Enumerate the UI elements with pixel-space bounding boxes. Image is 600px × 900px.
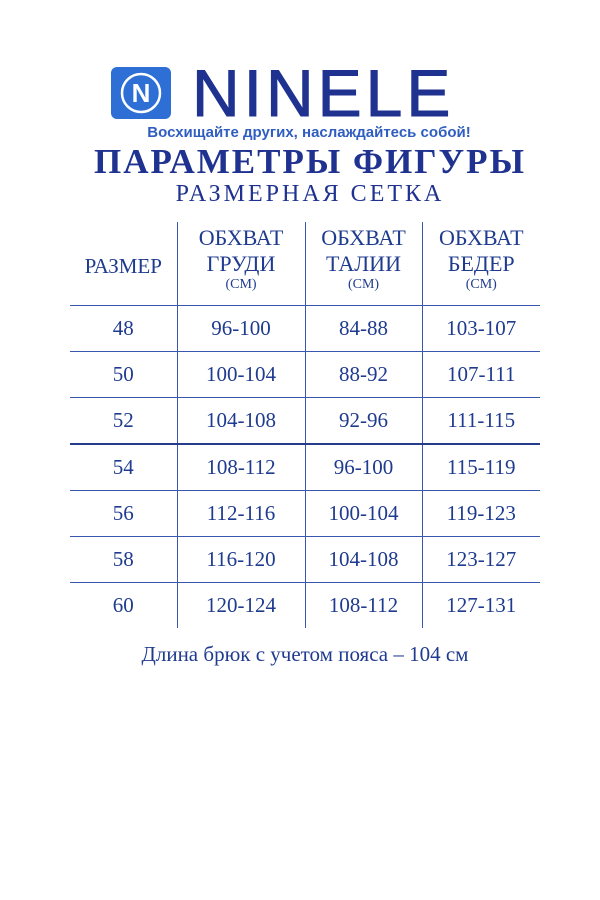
chest-cell: 96-100 bbox=[177, 306, 305, 352]
page-subtitle: РАЗМЕРНАЯ СЕТКА bbox=[175, 181, 445, 207]
size-cell: 56 bbox=[70, 491, 177, 537]
waist-cell: 92-96 bbox=[305, 398, 422, 445]
page-title: ПАРАМЕТРЫ ФИГУРЫ bbox=[94, 142, 526, 181]
size-cell: 48 bbox=[70, 306, 177, 352]
waist-column-header bbox=[305, 222, 422, 306]
hips-column-header bbox=[422, 222, 540, 306]
waist-cell: 104-108 bbox=[305, 537, 422, 583]
hips-cell: 123-127 bbox=[422, 537, 540, 583]
table-header-row bbox=[70, 222, 540, 306]
hips-cell: 119-123 bbox=[422, 491, 540, 537]
hips-cell: 103-107 bbox=[422, 306, 540, 352]
brand-logo bbox=[108, 56, 508, 144]
chest-header-line2: ГРУДИ bbox=[206, 251, 276, 276]
table-row bbox=[70, 444, 540, 491]
table-row bbox=[70, 306, 540, 352]
ninele-logo-icon bbox=[111, 67, 171, 119]
hips-cell: 115-119 bbox=[422, 444, 540, 491]
size-cell: 60 bbox=[70, 583, 177, 629]
size-cell: 54 bbox=[70, 444, 177, 491]
waist-header-line2: ТАЛИИ bbox=[326, 251, 401, 276]
logo-icon-letter: N bbox=[131, 78, 151, 108]
chest-cell: 112-116 bbox=[177, 491, 305, 537]
brand-slogan: Восхищайте других, наслаждайтесь собой! bbox=[147, 124, 471, 141]
table-row bbox=[70, 491, 540, 537]
waist-header-unit: (СМ) bbox=[347, 277, 380, 292]
chest-cell: 120-124 bbox=[177, 583, 305, 629]
waist-cell: 108-112 bbox=[305, 583, 422, 629]
chest-cell: 100-104 bbox=[177, 352, 305, 398]
size-cell: 52 bbox=[70, 398, 177, 445]
table-row bbox=[70, 398, 540, 445]
chest-header-unit: (СМ) bbox=[225, 277, 257, 292]
table-row bbox=[70, 583, 540, 629]
waist-cell: 96-100 bbox=[305, 444, 422, 491]
hips-header-line2: БЕДЕР bbox=[447, 251, 515, 276]
hips-header-unit: (СМ) bbox=[465, 277, 497, 292]
hips-cell: 111-115 bbox=[422, 398, 540, 445]
hips-header-line1: ОБХВАТ bbox=[438, 225, 524, 250]
trouser-length-note: Длина брюк с учетом пояса – 104 см bbox=[141, 642, 469, 666]
hips-cell: 107-111 bbox=[422, 352, 540, 398]
chest-cell: 108-112 bbox=[177, 444, 305, 491]
waist-cell: 88-92 bbox=[305, 352, 422, 398]
table-row bbox=[70, 352, 540, 398]
chest-cell: 104-108 bbox=[177, 398, 305, 445]
size-cell: 50 bbox=[70, 352, 177, 398]
chest-header-line1: ОБХВАТ bbox=[198, 225, 284, 250]
chest-column-header bbox=[177, 222, 305, 306]
waist-cell: 84-88 bbox=[305, 306, 422, 352]
chest-cell: 116-120 bbox=[177, 537, 305, 583]
hips-cell: 127-131 bbox=[422, 583, 540, 629]
size-chart-table bbox=[70, 222, 540, 628]
waist-header-line1: ОБХВАТ bbox=[321, 225, 406, 250]
table-row bbox=[70, 537, 540, 583]
size-cell: 58 bbox=[70, 537, 177, 583]
waist-cell: 100-104 bbox=[305, 491, 422, 537]
brand-name: NINELE bbox=[192, 56, 455, 130]
size-column-header: РАЗМЕР bbox=[84, 254, 162, 278]
